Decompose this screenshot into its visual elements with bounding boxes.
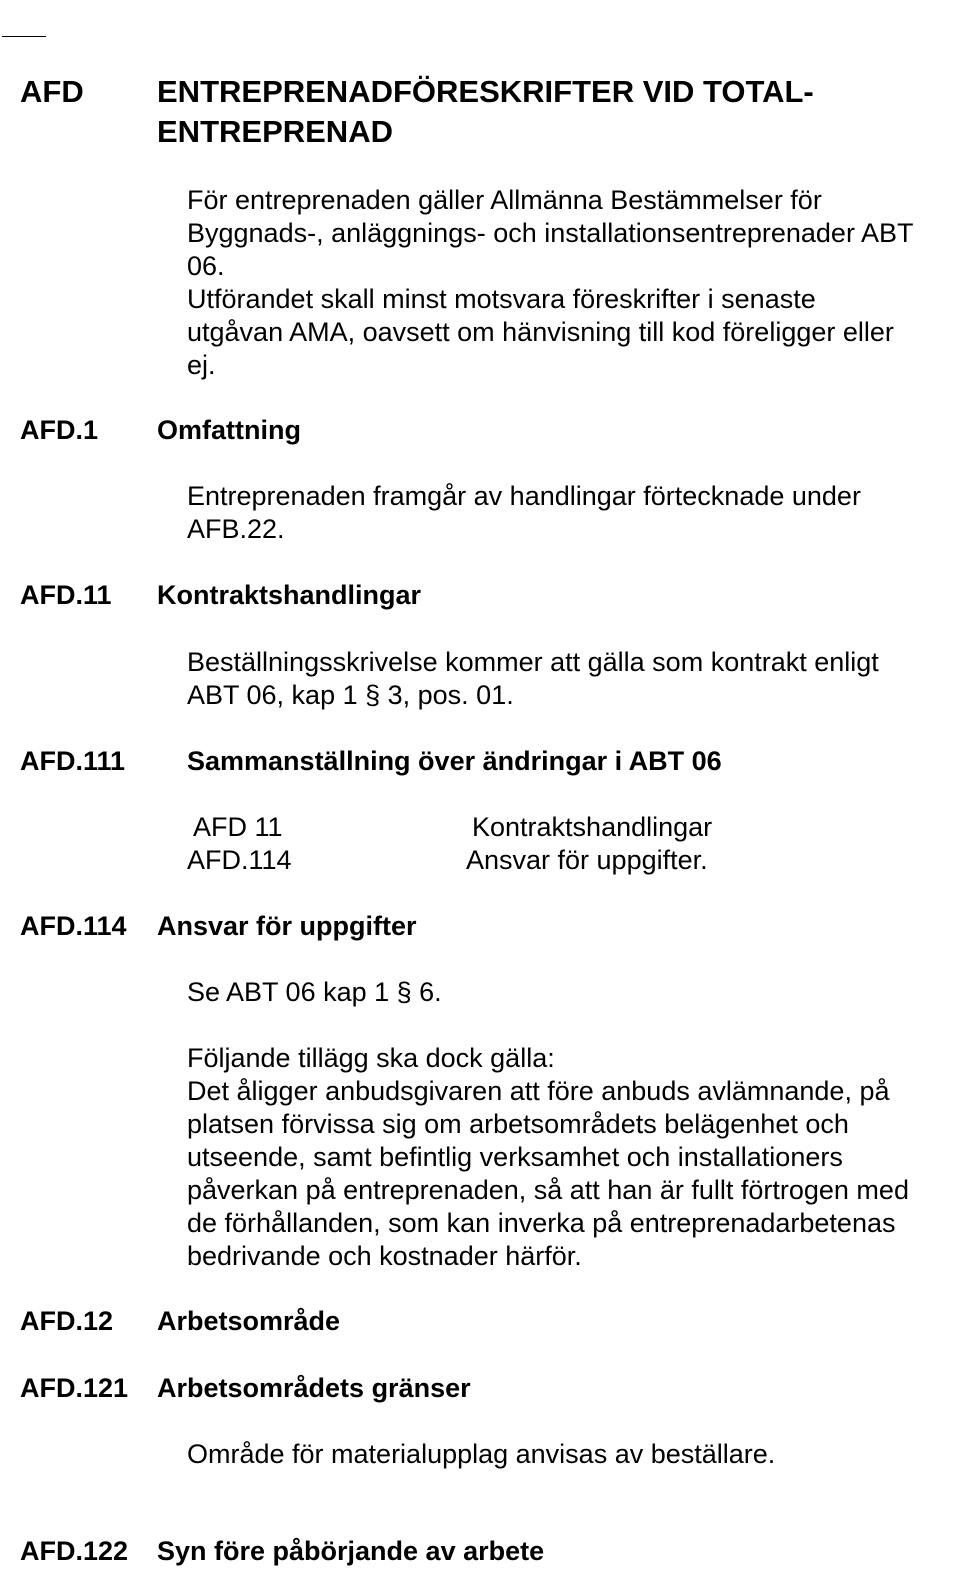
section-code-afd111: AFD.111 xyxy=(20,746,126,776)
body-line: bedrivande och kostnader härför. xyxy=(187,1241,582,1271)
body-line: de förhållanden, som kan inverka på entreprenadarbetenas xyxy=(187,1208,896,1238)
body-line: Se ABT 06 kap 1 § 6. xyxy=(187,977,442,1007)
body-line: Det åligger anbudsgivaren att före anbuds avlämnande, på xyxy=(187,1076,890,1106)
section-code-afd121: AFD.121 xyxy=(20,1373,129,1403)
section-title-omfattning: Omfattning xyxy=(157,415,301,445)
body-line: platsen förvissa sig om arbetsområdets belägenhet och xyxy=(187,1109,849,1139)
intro-line: 06. xyxy=(187,251,225,281)
body-line: AFB.22. xyxy=(187,514,285,544)
intro-line: Byggnads-, anläggnings- och installationsentreprenader ABT xyxy=(187,218,914,248)
section-code-afd1: AFD.1 xyxy=(20,415,99,445)
body-line: Område för materialupplag anvisas av beställare. xyxy=(187,1439,776,1469)
section-title-kontraktshandlingar: Kontraktshandlingar xyxy=(157,580,422,610)
body-line: ABT 06, kap 1 § 3, pos. 01. xyxy=(187,680,514,710)
change-row-text: Kontraktshandlingar xyxy=(472,812,713,842)
change-row-code: AFD.114 xyxy=(187,845,292,875)
section-code-afd122: AFD.122 xyxy=(20,1536,129,1566)
body-line: Följande tillägg ska dock gälla: xyxy=(187,1043,555,1073)
section-title-arbetsomrade: Arbetsområde xyxy=(157,1306,341,1336)
intro-line: utgåvan AMA, oavsett om hänvisning till kod föreligger eller xyxy=(187,317,894,347)
body-line: påverkan på entreprenaden, så att han är fullt förtrogen med xyxy=(187,1175,909,1205)
section-code-afd: AFD xyxy=(20,74,84,109)
change-row-text: Ansvar för uppgifter. xyxy=(466,845,708,875)
section-code-afd12: AFD.12 xyxy=(20,1306,114,1336)
body-line: Beställningsskrivelse kommer att gälla som kontrakt enligt xyxy=(187,647,879,677)
section-title-syn: Syn före påbörjande av arbete xyxy=(157,1536,545,1566)
body-line: Entreprenaden framgår av handlingar förtecknade under xyxy=(187,481,861,511)
intro-line: Utförandet skall minst motsvara föreskrifter i senaste xyxy=(187,284,816,314)
section-code-afd114: AFD.114 xyxy=(20,911,127,941)
section-title-sammanstallning: Sammanställning över ändringar i ABT 06 xyxy=(187,746,722,776)
document-title-line1: ENTREPRENADFÖRESKRIFTER VID TOTAL- xyxy=(157,74,814,109)
section-title-granser: Arbetsområdets gränser xyxy=(157,1373,471,1403)
top-rule xyxy=(2,36,46,37)
document-title-line2: ENTREPRENAD xyxy=(157,114,393,149)
intro-line: För entreprenaden gäller Allmänna Bestämmelser för xyxy=(187,185,822,215)
change-row-code: AFD 11 xyxy=(193,812,283,842)
intro-line: ej. xyxy=(187,350,216,380)
section-code-afd11: AFD.11 xyxy=(20,580,112,610)
section-title-ansvar: Ansvar för uppgifter xyxy=(157,911,417,941)
body-line: utseende, samt befintlig verksamhet och installationers xyxy=(187,1142,843,1172)
